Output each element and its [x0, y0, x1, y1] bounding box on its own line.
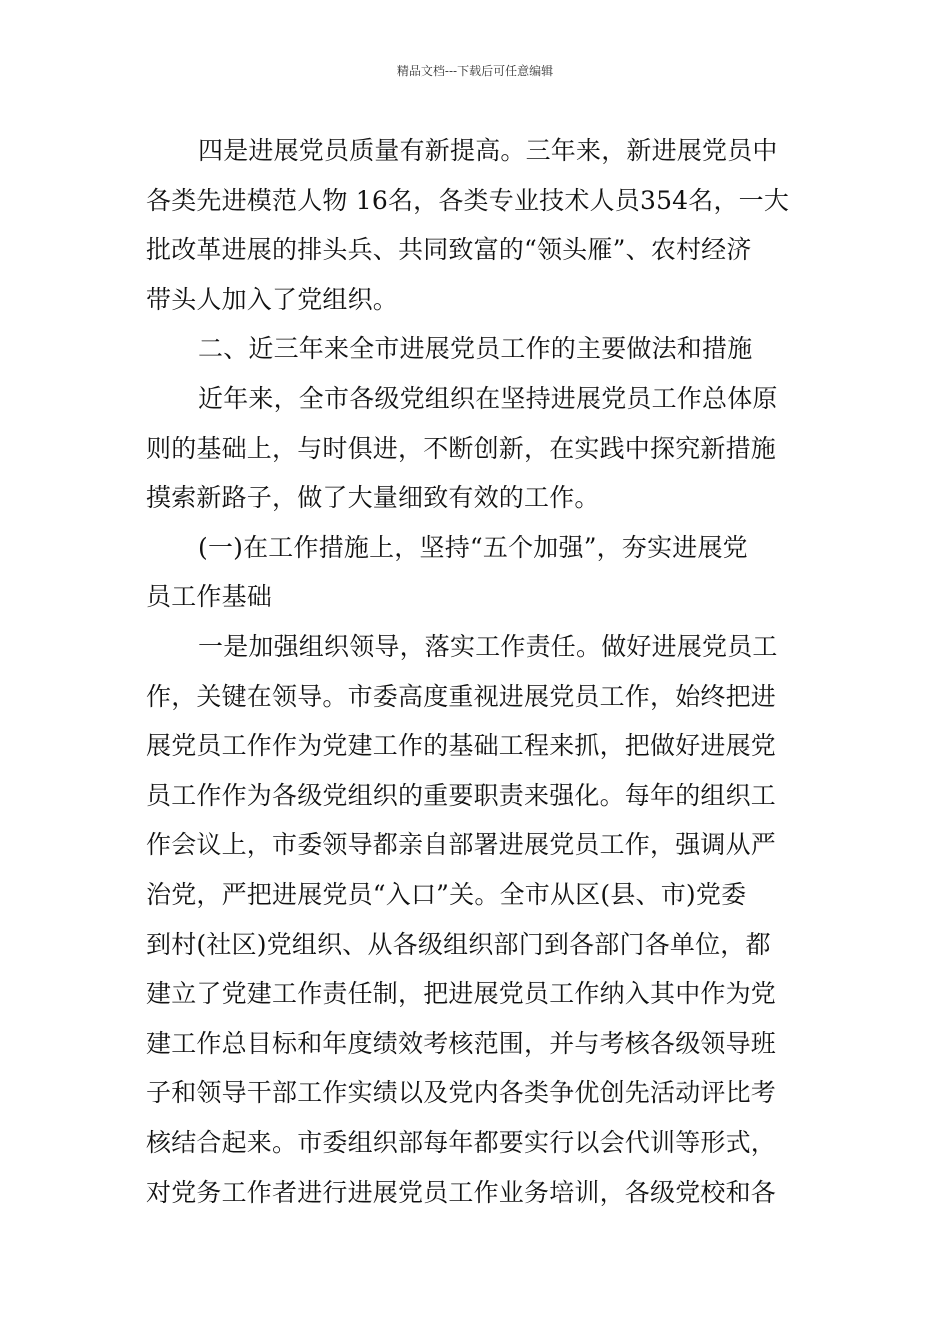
paragraph-line: 带头人加入了党组织。: [146, 284, 399, 314]
paragraph-line: 一是加强组织领导，落实工作责任。做好进展党员工: [198, 632, 778, 661]
paragraph-line: 核结合起来。市委组织部每年都要实行以会代训等形式，: [146, 1128, 777, 1157]
paragraph-line: 则的基础上，与时俱进，不断创新，在实践中探究新措施: [146, 433, 777, 463]
paragraph-line: 子和领导干部工作实绩以及党内各类争优创先活动评比考: [146, 1078, 777, 1108]
paragraph-line: 四是进展党员质量有新提高。三年来，新进展党员中: [198, 136, 778, 165]
paragraph-line: 近年来，全市各级党组织在坚持进展党员工作总体原: [198, 384, 778, 413]
paragraph-line: 各类先进模范人物 16名，各类专业技术人员354名，一大: [146, 185, 790, 215]
paragraph-line: 作，关键在领导。市委高度重视进展党员工作，始终把进: [146, 681, 777, 711]
paragraph-line: 展党员工作作为党建工作的基础工程来抓，把做好进展党: [146, 731, 777, 761]
paragraph-line: 对党务工作者进行进展党员工作业务培训，各级党校和各: [146, 1177, 777, 1207]
subsection-heading: (一)在工作措施上，坚持“五个加强”，夯实进展党: [198, 532, 748, 562]
section-heading: 二、近三年来全市进展党员工作的主要做法和措施: [198, 334, 753, 364]
page-header: 精品文档---下载后可任意编辑: [396, 64, 554, 78]
paragraph-line: 员工作作为各级党组织的重要职责来强化。每年的组织工: [146, 780, 777, 810]
subsection-heading: 员工作基础: [146, 582, 273, 612]
paragraph-line: 到村(社区)党组织、从各级组织部门到各部门各单位，都: [146, 929, 771, 959]
paragraph-line: 建工作总目标和年度绩效考核范围，并与考核各级领导班: [146, 1028, 777, 1058]
paragraph-line: 作会议上，市委领导都亲自部署进展党员工作，强调从严: [146, 830, 777, 860]
paragraph-line: 建立了党建工作责任制，把进展党员工作纳入其中作为党: [146, 979, 777, 1009]
paragraph-line: 治党，严把进展党员“入口”关。全市从区(县、市)党委: [146, 880, 747, 909]
paragraph-line: 批改革进展的排头兵、共同致富的“领头雁”、农村经济: [146, 235, 752, 265]
paragraph-line: 摸索新路子，做了大量细致有效的工作。: [146, 483, 600, 513]
